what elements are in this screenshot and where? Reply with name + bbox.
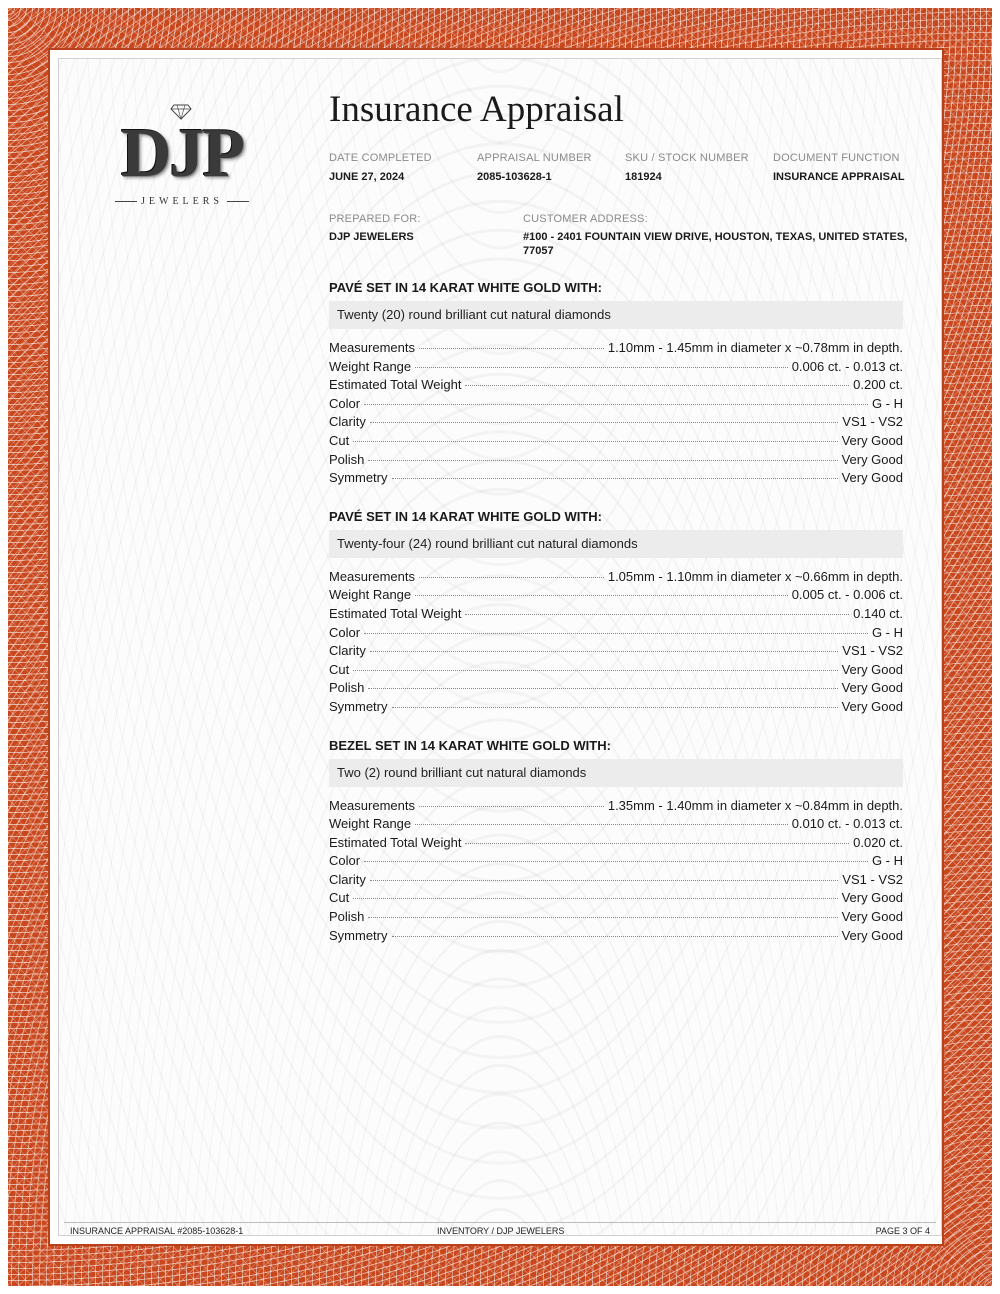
spec-row — [329, 928, 903, 947]
spec-label: Measurements — [329, 568, 415, 584]
meta-value-sku: 181924 — [625, 171, 662, 183]
section-description: Twenty (20) round brilliant cut natural diamonds — [329, 301, 903, 329]
leader-dots — [392, 478, 838, 479]
leader-dots — [415, 824, 788, 825]
spec-row — [329, 890, 903, 909]
spec-label: Symmetry — [329, 927, 388, 943]
spec-row — [329, 433, 903, 452]
leader-dots — [415, 595, 788, 596]
spec-label: Clarity — [329, 871, 366, 887]
prepared-for-label: PREPARED FOR: — [329, 213, 421, 225]
spec-value: 0.005 ct. - 0.006 ct. — [791, 587, 903, 603]
spec-value: 1.05mm - 1.10mm in diameter x ~0.66mm in depth. — [607, 568, 903, 584]
spec-value: G - H — [871, 853, 903, 869]
leader-dots — [465, 614, 849, 615]
section-description: Two (2) round brilliant cut natural diamonds — [329, 759, 903, 787]
spec-row — [329, 680, 903, 699]
spec-row — [329, 569, 903, 588]
page-title: Insurance Appraisal — [329, 89, 624, 130]
spec-row — [329, 816, 903, 835]
spec-value: VS1 - VS2 — [842, 871, 903, 887]
diamond-section — [329, 736, 903, 947]
footer-appraisal-id: INSURANCE APPRAISAL #2085-103628-1 — [70, 1226, 244, 1236]
leader-dots — [370, 422, 838, 423]
spec-row — [329, 835, 903, 854]
spec-label: Color — [329, 624, 361, 640]
spec-value: Very Good — [841, 470, 903, 486]
spec-value: Very Good — [841, 927, 903, 943]
spec-label: Color — [329, 395, 361, 411]
leader-dots — [419, 348, 604, 349]
leader-dots — [353, 670, 837, 671]
spec-label: Estimated Total Weight — [329, 377, 462, 393]
spec-value: G - H — [871, 624, 903, 640]
spec-row — [329, 872, 903, 891]
spec-label: Polish — [329, 451, 365, 467]
leader-dots — [370, 651, 838, 652]
section-description: Twenty-four (24) round brilliant cut natural diamonds — [329, 530, 903, 558]
diamond-section — [329, 278, 903, 489]
leader-dots — [415, 367, 788, 368]
spec-rows — [329, 798, 903, 947]
prepared-for-value: DJP JEWELERS — [329, 231, 414, 243]
spec-value: 0.020 ct. — [853, 834, 903, 850]
leader-dots — [368, 460, 837, 461]
logo-wordmark: DJP — [120, 115, 244, 192]
leader-dots — [353, 441, 837, 442]
spec-label: Weight Range — [329, 816, 412, 832]
spec-label: Color — [329, 853, 361, 869]
spec-value: 0.140 ct. — [853, 605, 903, 621]
spec-rows — [329, 340, 903, 489]
customer-address-line2: 77057 — [523, 245, 554, 257]
leader-dots — [368, 917, 837, 918]
spec-label: Polish — [329, 909, 365, 925]
spec-row — [329, 662, 903, 681]
leader-dots — [465, 843, 849, 844]
spec-label: Measurements — [329, 797, 415, 813]
spec-value: Very Good — [841, 890, 903, 906]
spec-row — [329, 699, 903, 718]
spec-value: G - H — [871, 395, 903, 411]
spec-value: 1.10mm - 1.45mm in diameter x ~0.78mm in depth. — [607, 340, 903, 355]
spec-label: Measurements — [329, 340, 415, 355]
leader-dots — [364, 861, 868, 862]
spec-row — [329, 643, 903, 662]
spec-row — [329, 396, 903, 415]
spec-rows — [329, 569, 903, 718]
spec-row — [329, 606, 903, 625]
leader-dots — [364, 633, 868, 634]
spec-row — [329, 909, 903, 928]
spec-label: Clarity — [329, 414, 366, 430]
customer-address-line1: #100 - 2401 FOUNTAIN VIEW DRIVE, HOUSTON, TEXAS, UNITED STATES, — [523, 231, 908, 243]
spec-row — [329, 798, 903, 817]
section-title: BEZEL SET IN 14 KARAT WHITE GOLD WITH: — [329, 737, 611, 753]
spec-value: Very Good — [841, 698, 903, 714]
section-title: PAVÉ SET IN 14 KARAT WHITE GOLD WITH: — [329, 508, 602, 524]
spec-label: Clarity — [329, 643, 366, 659]
logo-subtitle: JEWELERS — [106, 196, 258, 207]
spec-label: Cut — [329, 432, 350, 448]
spec-row — [329, 625, 903, 644]
spec-row — [329, 340, 903, 359]
spec-label: Estimated Total Weight — [329, 834, 462, 850]
spec-label: Estimated Total Weight — [329, 605, 462, 621]
spec-label: Symmetry — [329, 698, 388, 714]
meta-label-appraisal-number: APPRAISAL NUMBER — [477, 152, 592, 164]
meta-value-date: JUNE 27, 2024 — [329, 171, 405, 183]
spec-label: Weight Range — [329, 587, 412, 603]
leader-dots — [419, 577, 604, 578]
spec-row — [329, 587, 903, 606]
diamond-section — [329, 507, 903, 718]
spec-row — [329, 377, 903, 396]
meta-value-appraisal-number: 2085-103628-1 — [477, 171, 552, 183]
customer-address-label: CUSTOMER ADDRESS: — [523, 213, 648, 225]
spec-value: Very Good — [841, 661, 903, 677]
spec-value: 0.200 ct. — [853, 377, 903, 393]
spec-value: VS1 - VS2 — [842, 643, 903, 659]
footer-inventory: INVENTORY / DJP JEWELERS — [437, 1226, 565, 1236]
leader-dots — [353, 898, 837, 899]
leader-dots — [419, 806, 604, 807]
spec-value: Very Good — [841, 909, 903, 925]
footer-divider — [64, 1222, 936, 1223]
spec-row — [329, 452, 903, 471]
meta-label-sku: SKU / STOCK NUMBER — [625, 152, 749, 164]
spec-label: Polish — [329, 680, 365, 696]
leader-dots — [364, 404, 868, 405]
spec-label: Weight Range — [329, 358, 412, 374]
meta-label-document-function: DOCUMENT FUNCTION — [773, 152, 900, 164]
spec-value: Very Good — [841, 451, 903, 467]
spec-value: Very Good — [841, 432, 903, 448]
meta-label-date: DATE COMPLETED — [329, 152, 432, 164]
spec-value: VS1 - VS2 — [842, 414, 903, 430]
meta-value-document-function: INSURANCE APPRAISAL — [773, 171, 905, 183]
footer-page-number: PAGE 3 OF 4 — [875, 1226, 930, 1236]
spec-value: 1.35mm - 1.40mm in diameter x ~0.84mm in depth. — [607, 797, 903, 813]
spec-label: Symmetry — [329, 470, 388, 486]
section-title: PAVÉ SET IN 14 KARAT WHITE GOLD WITH: — [329, 280, 602, 295]
leader-dots — [465, 385, 849, 386]
spec-row — [329, 414, 903, 433]
spec-value: 0.010 ct. - 0.013 ct. — [791, 816, 903, 832]
appraisal-sections — [329, 278, 903, 964]
spec-label: Cut — [329, 661, 350, 677]
spec-row — [329, 359, 903, 378]
spec-label: Cut — [329, 890, 350, 906]
spec-value: 0.006 ct. - 0.013 ct. — [791, 358, 903, 374]
spec-row — [329, 853, 903, 872]
leader-dots — [370, 880, 838, 881]
leader-dots — [368, 688, 837, 689]
leader-dots — [392, 707, 838, 708]
spec-row — [329, 470, 903, 489]
leader-dots — [392, 936, 838, 937]
djp-logo — [106, 104, 258, 210]
spec-value: Very Good — [841, 680, 903, 696]
